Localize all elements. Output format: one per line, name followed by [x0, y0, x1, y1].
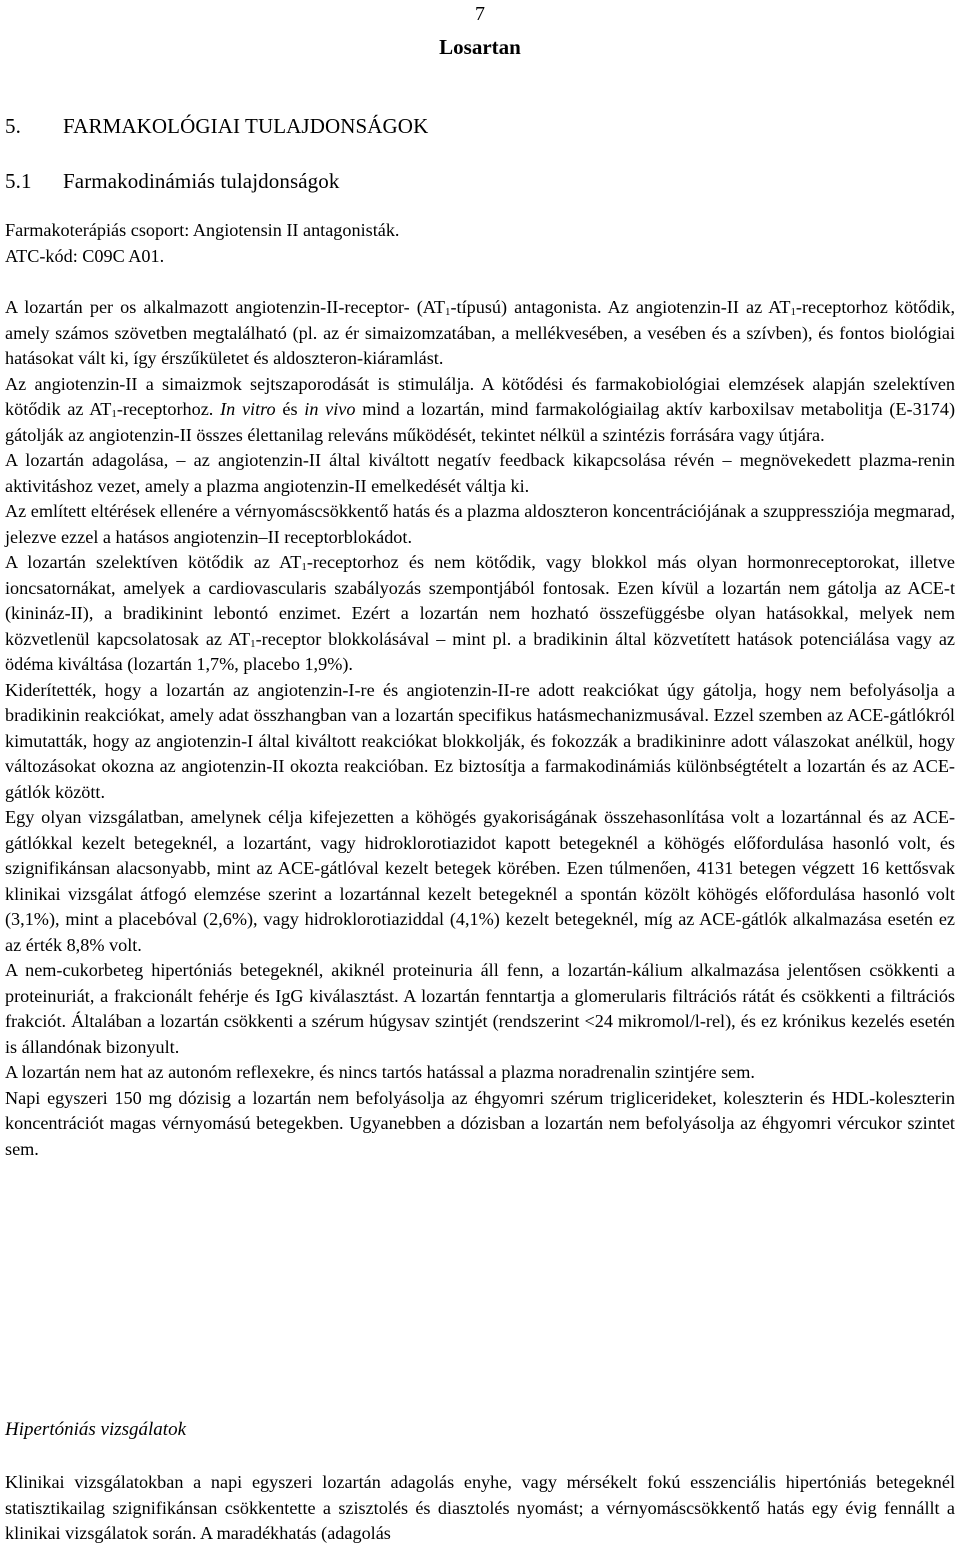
document-title: Losartan: [439, 35, 521, 59]
paragraph: Egy olyan vizsgálatban, amelynek célja kifejezetten a köhögés gyakoriságának összehasonlítása volt a lozartánnal és az ACE-gátlókkal kezelt betegeknél, a lozartánt, vagy hidroklorotiazidot kapott betegeknél a köhögés előfordulása hasonló volt, és szignifikánsan alacsonyabb, mint az ACE-gátlóval kezelt betegek körében. Ezen túlmenően, 4131 betegen végzett 16 kettősvak klinikai vizsgálat átfogó elemzése szerint a lozartánnal kezelt betegeknél a spontán közölt köhögés előfordulása hasonló volt (3,1%), mint a placebóval (2,6%), vagy hidroklorotiaziddal (4,1%) kezelt betegeknél, míg az ACE-gátlók alkalmazása esetén ez az érték 8,8% volt.: [5, 807, 955, 955]
subheading-hypertension-studies: Hipertóniás vizsgálatok: [5, 1419, 187, 1440]
paragraph: A lozartán adagolása, – az angiotenzin-II által kiváltott negatív feedback kikapcsolása révén – megnövekedett plazma-renin aktivitáshoz vezet, amely a plazma angiotenzin-II emelkedését váltja ki.: [5, 450, 955, 496]
therapeutic-group: Farmakoterápiás csoport: Angiotensin II antagonisták.: [5, 220, 400, 240]
section-number: 5.1: [5, 169, 32, 193]
atc-code: ATC-kód: C09C A01.: [5, 245, 165, 266]
paragraph: A lozartán per os alkalmazott angiotenzin-II-receptor- $(AT_1-típusú)$ antagonista. Az angiotenzin-II az $AT_1$-receptorhoz kötődik, amely számos szövetben megtalálható (pl. az ér simaizomzatában, a mellékvesében, a vesében és a szívben), és fontos biológiai hatásokat vált ki, így érszűkületet és aldoszteron-kiáramlást.: [5, 297, 955, 368]
classification-block: [5, 218, 955, 269]
section-number: 5.: [5, 114, 21, 138]
section-heading-5-1: [5, 168, 339, 194]
paragraph: A nem-cukorbeteg hipertóniás betegeknél, akiknél proteinuria áll fenn, a lozartán-kálium alkalmazása jelentősen csökkenti a proteinuriát, a frakcionált fehérje és IgG kiválasztást. A lozartán fenntartja a glomerularis filtrációs rátát és csökkenti a filtrációs frakciót. Általában a lozartán csökkenti a szérum húgysav szintjét (rendszerint <24 mikromol/l-rel), és ez krónikus kezelés esetén is állandónak bizonyult.: [5, 960, 955, 1057]
final-paragraph-block: [5, 1470, 955, 1547]
main-body: [5, 295, 955, 1162]
section-heading-5: [5, 113, 428, 139]
paragraph: Kiderítették, hogy a lozartán az angiotenzin-I-re és angiotenzin-II-re adott reakciókat úgy gátolja, hogy nem befolyásolja a bradikinin reakciókat, amely adat összhangban van a lozartán specifikus hatásmechanizmusával. Ezzel szemben az ACE-gátlókról kimutatták, hogy az angiotenzin-I által kiváltott reakciókat blokkolják, és fokozzák a bradikininre adott válaszokat anélkül, hogy változásokat okozna az angiotenzin-II okozta reakcióban. Ez biztosítja a farmakodinámiás különbségtételt a lozartán és az ACE-gátlók között.: [5, 679, 955, 802]
paragraph: A lozartán nem hat az autonóm reflexekre, és nincs tartós hatással a plazma noradrenalin szintjére sem.: [5, 1062, 755, 1082]
page-number: 7: [475, 3, 485, 25]
section-title: FARMAKOLÓGIAI TULAJDONSÁGOK: [63, 114, 429, 138]
paragraph: Napi egyszeri 150 mg dózisig a lozartán nem befolyásolja az éhgyomri szérum triglicerideket, koleszterin és HDL-koleszterin koncentrációt magas vérnyomású betegekben. Ugyanebben a dózisban a lozartán nem befolyásolja az éhgyomri vércukor szintet sem.: [5, 1087, 955, 1159]
paragraph: A lozartán szelektíven kötődik az $AT_1$-receptorhoz és nem kötődik, vagy blokkol más olyan hormonreceptorokat, illetve ioncsatornákat, amelyek a cardiovascularis szabályozás szempontjából fontosak. Ezen kívül a lozartán nem gátolja az ACE-t (kinináz-II), a bradikinint lebontó enzimet. Ezért a lozartán nem hozható összefüggésbe olyan hatásokkal, melyek nem közvetlenül kapcsolatosak az $AT_1$-receptor blokkolásával – mint pl. a bradikinin által közvetített hatások potenciálása vagy az ödéma kiváltása (lozartán 1,7%, placebo 1,9%).: [5, 552, 955, 674]
paragraph: Az angiotenzin-II a simaizmok sejtszaporodását is stimulálja. A kötődési és farmakobiológiai elemzések alapján szelektíven kötődik az $AT_1$-receptorhoz. In vitro és in vivo mind a lozartán, mind farmakológiailag aktív karboxilsav metabolitja (E-3174) gátolják az angiotenzin-II összes élettanilag releváns működését, tekintet nélkül a szintézis forrására vagy útjára.: [5, 373, 956, 445]
section-title: Farmakodinámiás tulajdonságok: [63, 169, 340, 193]
paragraph: Az említett eltérések ellenére a vérnyomáscsökkentő hatás és a plazma aldoszteron koncentrációjának a szuppressziója megmarad, jelezve ezzel a hatásos angiotenzin–II receptorblokádot.: [5, 501, 955, 547]
paragraph: Klinikai vizsgálatokban a napi egyszeri lozartán adagolás enyhe, vagy mérsékelt fokú esszenciális hipertóniás betegeknél statisztikailag szignifikánsan csökkentette a szisztolés és diasztolés nyomást; a vérnyomáscsökkentő hatás egy évig fennállt a klinikai vizsgálatok során. A maradékhatás (adagolás: [5, 1472, 955, 1543]
